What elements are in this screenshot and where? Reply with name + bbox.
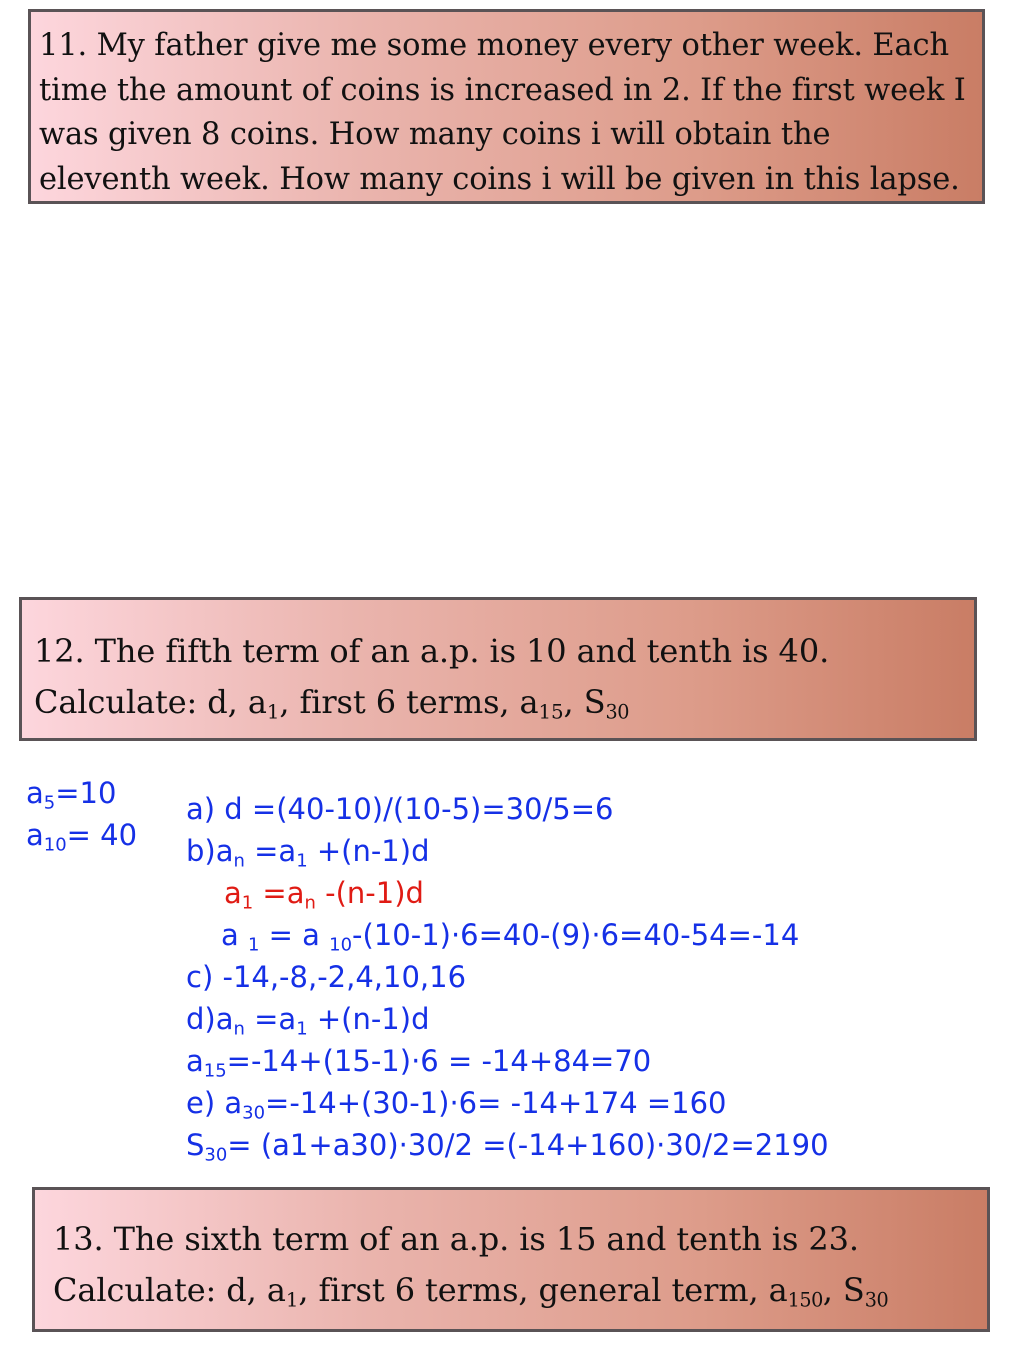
solution-step-c: c) -14,-8,-2,4,10,16 (186, 960, 467, 994)
problem-11-box (28, 9, 985, 204)
problem-13-statement: 13. The sixth term of an a.p. is 15 and tenth is 23. (53, 1220, 859, 1258)
problem-11-line-2: time the amount of coins is increased in 2. If the first week I (39, 72, 966, 108)
problem-13-box (32, 1187, 990, 1332)
problem-12-statement: 12. The fifth term of an a.p. is 10 and tenth is 40. (34, 632, 830, 670)
solution-step-e-sum: $S_{30}= (a1+a30)\cdot 30/2 =(-14+160)\cdot 30/2=2190$ (186, 1128, 829, 1166)
given-a10: $a_{10}= 40$ (26, 818, 138, 856)
given-a5: $a_5=10$ (26, 776, 117, 814)
problem-12-box (19, 597, 977, 741)
problem-12-tasks: Calculate: d, a1, first 6 terms, a15, S30 (34, 683, 629, 724)
problem-11-line-4: eleventh week. How many coins i will be given in this lapse. (39, 161, 960, 197)
solution-step-d-result: $a_{15}=-14+(15-1)\cdot 6 = -14+84=70$ (186, 1044, 652, 1082)
problem-13-tasks: Calculate: d, a1, first 6 terms, general term, a150, S30 (53, 1271, 889, 1312)
solution-step-d-formula: $d)a_n =a_1 +(n-1)d$ (186, 1002, 430, 1040)
problem-11-line-3: was given 8 coins. How many coins i will obtain the (39, 117, 831, 152)
solution-step-b-rearranged: $a_1 =a_n$ -(n-1)d (224, 876, 424, 914)
problem-11-line-1: 11. My father give me some money every other week. Each (39, 28, 949, 63)
solution-step-b-formula: $b)a_n =a_1 +(n-1)d$ (186, 834, 430, 872)
solution-step-b-result: a $_1$ = a $_{10}$-(10-1)·6=40-(9)·6=40-54=-14 (221, 918, 800, 956)
solution-step-e-term: e) $a_{30}=-14+(30-1)\cdot 6= -14+174 =160$ (186, 1086, 727, 1124)
solution-step-a: a) d =(40-10)/(10-5)=30/5=6 (186, 792, 614, 826)
